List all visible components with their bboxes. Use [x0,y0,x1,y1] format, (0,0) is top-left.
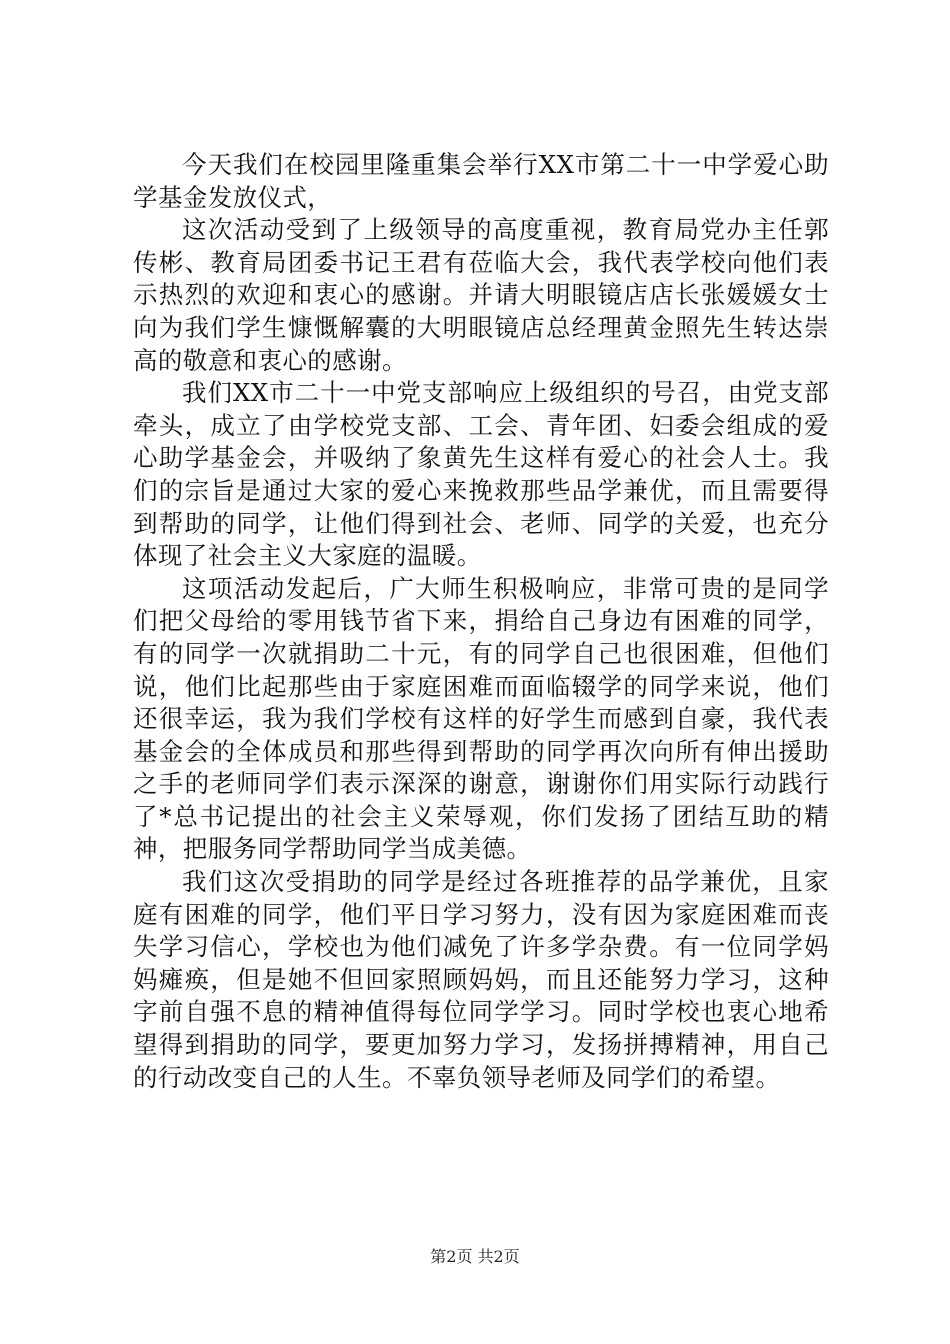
paragraph-4: 这项活动发起后，广大师生积极响应，非常可贵的是同学们把父母给的零用钱节省下来，捐给自己身边有困难的同学，有的同学一次就捐助二十元，有的同学自己也很困难，但他们说，他们比起那些由于家庭困难而面临辍学的同学来说，他们还很幸运，我为我们学校有这样的好学生而感到自豪，我代表基金会的全体成员和那些得到帮助的同学再次向所有伸出援助之手的老师同学们表示深深的谢意，谢谢你们用实际行动践行了*总书记提出的社会主义荣辱观，你们发扬了团结互助的精神，把服务同学帮助同学当成美德。 [133,573,829,864]
paragraph-1: 今天我们在校园里隆重集会举行XX市第二十一中学爱心助学基金发放仪式， [133,150,829,212]
paragraph-5: 我们这次受捐助的同学是经过各班推荐的品学兼优，且家庭有困难的同学，他们平日学习努力，没有因为家庭困难而丧失学习信心，学校也为他们减免了许多学杂费。有一位同学妈妈瘫痪，但是她不但回家照顾妈妈，而且还能努力学习，这种字前自强不息的精神值得每位同学学习。同时学校也衷心地希望得到捐助的同学，要更加努力学习，发扬拼搏精神，用自己的行动改变自己的人生。不辜负领导老师及同学们的希望。 [133,867,829,1092]
paragraph-2: 这次活动受到了上级领导的高度重视，教育局党办主任郭传彬、教育局团委书记王君有莅临大会，我代表学校向他们表示热烈的欢迎和衷心的感谢。并请大明眼镜店店长张媛媛女士向为我们学生慷慨解囊的大明眼镜店总经理黄金照先生转达崇高的敬意和衷心的感谢。 [133,215,829,375]
document-body [133,149,829,1094]
paragraph-3: 我们XX市二十一中党支部响应上级组织的号召，由党支部牵头，成立了由学校党支部、工会、青年团、妇委会组成的爱心助学基金会，并吸纳了象黄先生这样有爱心的社会人士。我们的宗旨是通过大家的爱心来挽救那些品学兼优，而且需要得到帮助的同学，让他们得到社会、老师、同学的关爱，也充分体现了社会主义大家庭的温暖。 [133,378,829,571]
page-number-footer: 第2页 共2页 [430,1247,520,1266]
